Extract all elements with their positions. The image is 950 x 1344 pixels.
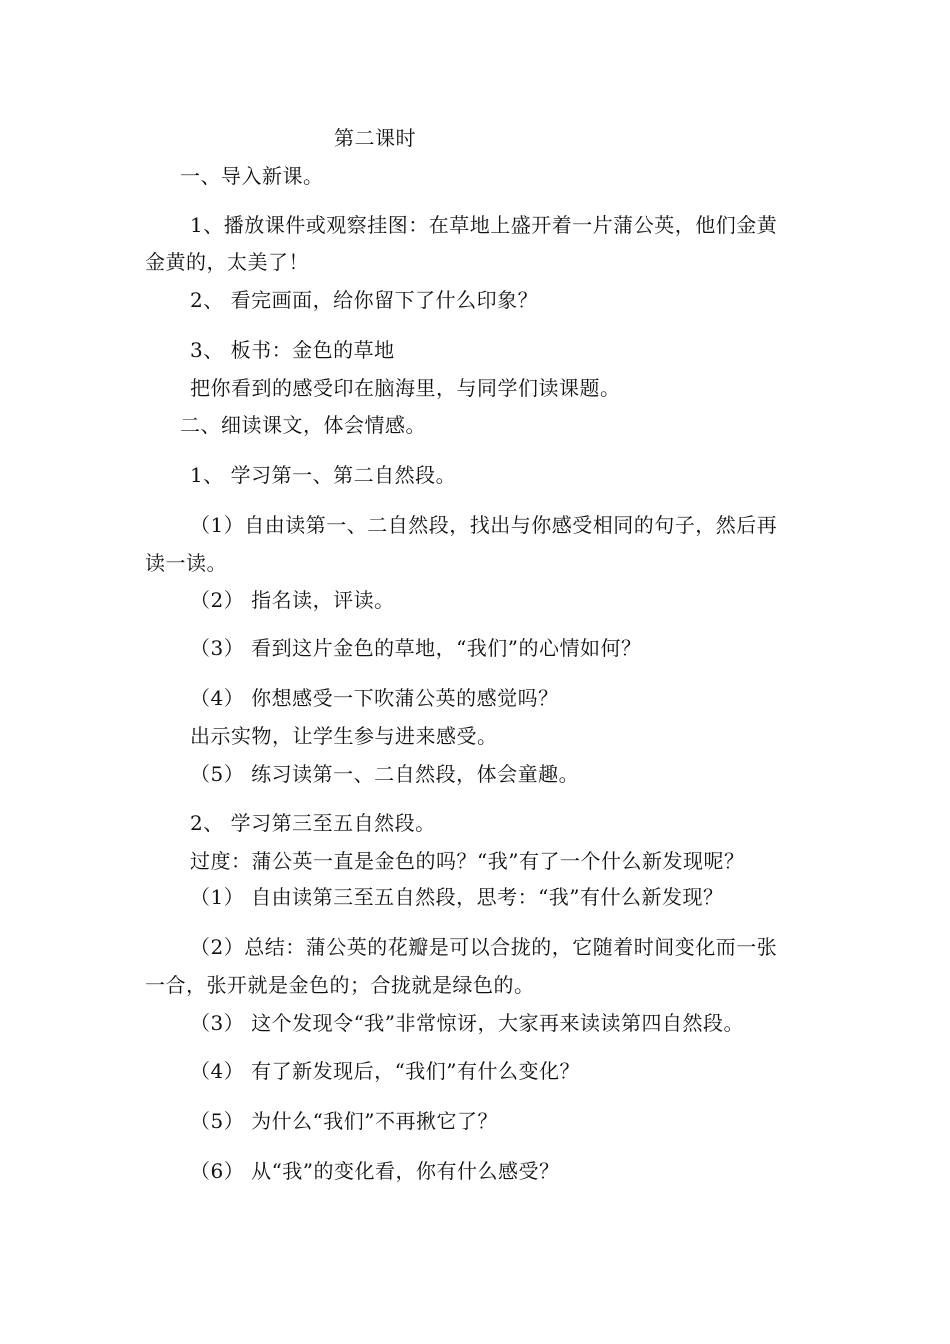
text-line: 1、播放课件或观察挂图：在草地上盛开着一片蒲公英，他们金黄 (190, 213, 778, 237)
section-heading: 二、细读课文，体会情感。 (180, 413, 426, 437)
page-title: 第二课时 (334, 126, 416, 150)
text-line: 一合，张开就是金色的；合拢就是绿色的。 (145, 973, 535, 997)
text-line: 把你看到的感受印在脑海里，与同学们读课题。 (190, 376, 621, 400)
section-heading: 一、导入新课。 (180, 164, 324, 188)
text-line: 过度：蒲公英一直是金色的吗？“我”有了一个什么新发现呢？ (190, 849, 745, 873)
text-line: 1、 学习第一、第二自然段。 (190, 463, 457, 487)
text-line: （2）总结：蒲公英的花瓣是可以合拢的，它随着时间变化而一张 (190, 935, 778, 959)
text-line: 读一读。 (145, 551, 227, 575)
text-line: （4） 你想感受一下吹蒲公英的感觉吗？ (190, 686, 559, 710)
text-line: （4） 有了新发现后，“我们”有什么变化？ (190, 1059, 581, 1083)
text-line: （1）自由读第一、二自然段，找出与你感受相同的句子，然后再 (190, 513, 778, 537)
text-line: （6） 从“我”的变化看，你有什么感受？ (190, 1159, 560, 1183)
text-line: （5） 练习读第一、二自然段，体会童趣。 (190, 762, 580, 786)
text-line: （1） 自由读第三至五自然段，思考：“我”有什么新发现？ (190, 885, 724, 909)
text-line: 2、 学习第三至五自然段。 (190, 811, 436, 835)
text-line: （5） 为什么“我们”不再揪它了？ (190, 1109, 499, 1133)
text-line: 3、 板书：金色的草地 (190, 338, 395, 362)
text-line: （3） 这个发现令“我”非常惊讶，大家再来读读第四自然段。 (190, 1011, 745, 1035)
text-line: （2） 指名读，评读。 (190, 588, 395, 612)
text-line: 2、 看完画面，给你留下了什么印象？ (190, 288, 539, 312)
text-line: （3） 看到这片金色的草地，“我们”的心情如何？ (190, 636, 642, 660)
text-line: 金黄的，太美了！ (145, 250, 309, 274)
text-line: 出示实物，让学生参与进来感受。 (190, 724, 498, 748)
